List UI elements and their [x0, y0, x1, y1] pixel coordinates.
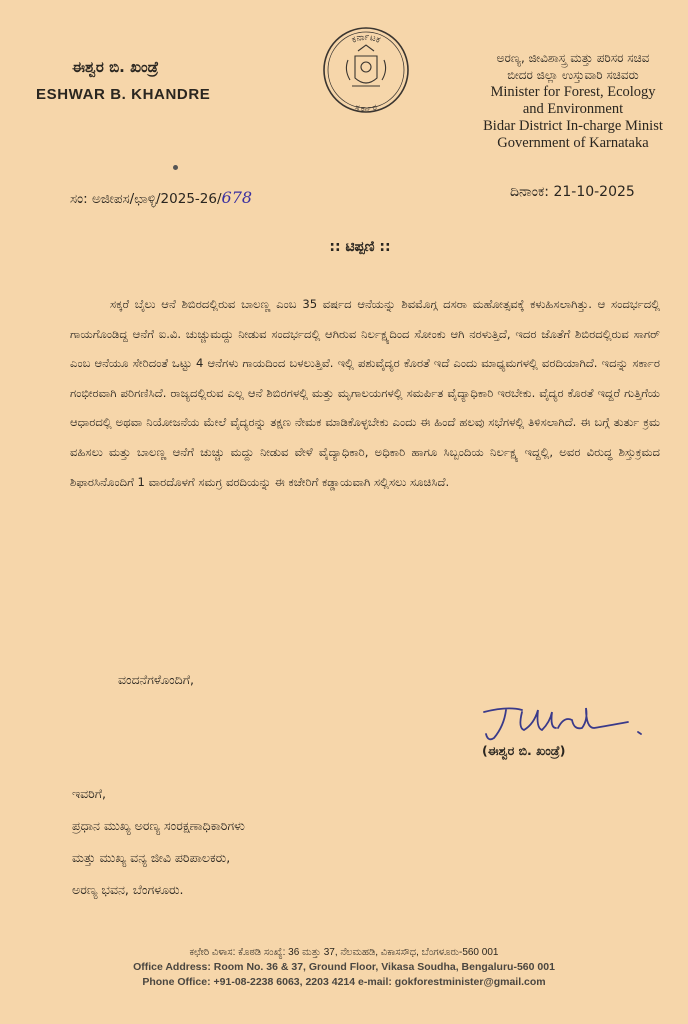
designation-block: [458, 50, 688, 152]
addressee-line-1: ಪ್ರಧಾನ ಮುಖ್ಯ ಅರಣ್ಯ ಸಂರಕ್ಷಣಾಧಿಕಾರಿಗಳು: [72, 818, 245, 833]
addressee-to: ಇವರಿಗೆ,: [72, 786, 106, 801]
addressee-block: [72, 778, 245, 906]
footer: [0, 945, 688, 990]
emblem-text-bottom: ಸರ್ಕಾರ: [354, 102, 378, 114]
reference-label: ಸಂ: ಅಜೀಪಸ/ಛಾಳ್ಳಿ/2025-26/: [70, 191, 222, 207]
date-label: ದಿನಾಂಕ:: [510, 184, 549, 200]
addressee-line-2: ಮತ್ತು ಮುಖ್ಯ ವನ್ಯ ಜೀವಿ ಪರಿಪಾಲಕರು,: [72, 850, 231, 865]
body-paragraph: ಸಕ್ಕರೆ ಬೈಲು ಆನೆ ಶಿಬಿರದಲ್ಲಿರುವ ಬಾಲಣ್ಣ ಎಂಬ 35 ವರ್ಷದ ಆನೆಯನ್ನು ಶಿವಮೊಗ್ಗ ದಸರಾ ಮಹೋತ್ಸವಕ್ಕೆ ಕಳುಹಿಸಲಾಗಿತ್ತು. ಆ ಸಂದರ್ಭದಲ್ಲಿ ಗಾಯಗೊಂಡಿದ್ದ ಆನೆಗೆ ಐ.ವಿ. ಚುಚ್ಚುಮದ್ದು ನೀಡುವ ಸಂದರ್ಭದಲ್ಲಿ ಆಗಿರುವ ನಿರ್ಲಕ್ಷ್ಯದಿಂದ ಸೋಂಕು ಆಗಿ ನರಳುತ್ತಿದೆ, ಇದರ ಜೊತೆಗೆ ಶಿಬಿರದಲ್ಲಿರುವ ಸಾಗರ್ ಎಂಬ ಆನೆಯೂ ಸೇರಿದಂತೆ ಒಟ್ಟು 4 ಆನೆಗಳು ಗಾಯದಿಂದ ಬಳಲುತ್ತಿವೆ. ಇಲ್ಲಿ ಪಶುವೈದ್ಯರ ಕೊರತೆ ಇದೆ ಎಂದು ಮಾಧ್ಯಮಗಳಲ್ಲಿ ವರದಿಯಾಗಿದೆ. ಇದನ್ನು ಸರ್ಕಾರ ಗಂಭೀರವಾಗಿ ಪರಿಗಣಿಸಿದೆ. ರಾಜ್ಯದಲ್ಲಿರುವ ಎಲ್ಲ ಆನೆ ಶಿಬಿರಗಳಲ್ಲಿ ಮತ್ತು ಮೃಗಾಲಯಗಳಲ್ಲಿ ಸಮರ್ಪಿತ ವೈದ್ಯಾಧಿಕಾರಿ ಇರಬೇಕು. ವೈದ್ಯರ ಕೊರತೆ ಇದ್ದರೆ ಗುತ್ತಿಗೆಯ ಆಧಾರದಲ್ಲಿ ಅಥವಾ ನಿಯೋಜನೆಯ ಮೇಲೆ ವೈದ್ಯರನ್ನು ತಕ್ಷಣ ನೇಮಕ ಮಾಡಿಕೊಳ್ಳಬೇಕು ಎಂದು ಈ ಹಿಂದೆ ಹಲವು ಸಭೆಗಳಲ್ಲಿ ತಿಳಿಸಲಾಗಿದೆ. ಈ ಬಗ್ಗೆ ತುರ್ತು ಕ್ರಮ ವಹಿಸಲು ಮತ್ತು ಬಾಲಣ್ಣ ಆನೆಗೆ ಚುಚ್ಚು ಮದ್ದು ನೀಡುವ ವೇಳೆ ವೈದ್ಯಾಧಿಕಾರಿ, ಅಧಿಕಾರಿ ಹಾಗೂ ಸಿಬ್ಬಂದಿಯ ನಿರ್ಲಕ್ಷ್ಯ ಇದ್ದಲ್ಲಿ, ಅವರ ವಿರುದ್ಧ ಶಿಸ್ತುಕ್ರಮದ ಶಿಫಾರಸಿನೊಂದಿಗೆ 1 ವಾರದೊಳಗೆ ಸಮಗ್ರ ವರದಿಯನ್ನು ಈ ಕಚೇರಿಗೆ ಕಡ್ಡಾಯವಾಗಿ ಸಲ್ಲಿಸಲು ಸೂಚಿಸಿದೆ.: [70, 297, 660, 489]
minister-name-english: ESHWAR B. KHANDRE: [36, 86, 211, 103]
footer-phone-email: Phone Office: +91-08-2238 6063, 2203 4214 e-mail: gokforestminister@gmail.com: [142, 976, 546, 988]
reference-number: [70, 188, 252, 207]
document-title: :: ಟಿಪ್ಪಣಿ ::: [329, 239, 391, 255]
date-value: 21-10-2025: [553, 184, 635, 200]
addressee-line-3: ಅರಣ್ಯ ಭವನ, ಬೆಂಗಳೂರು.: [72, 882, 184, 897]
date-line: [510, 184, 635, 200]
ink-dot: [173, 165, 178, 170]
signature: [478, 698, 648, 748]
designation-english-3: Bidar District In-charge Minist: [483, 118, 663, 134]
footer-address-english: Office Address: Room No. 36 & 37, Ground Floor, Vikasa Soudha, Bengaluru-560 001: [133, 961, 555, 973]
reference-handwritten-number: 678: [221, 188, 253, 207]
signatory-name: (ಈಶ್ವರ ಬಿ. ಖಂಡ್ರೆ): [482, 743, 566, 758]
designation-kannada-2: ಬೀದರ ಜಿಲ್ಲಾ ಉಸ್ತುವಾರಿ ಸಚಿವರು: [507, 68, 639, 82]
svg-text:ಕರ್ನಾಟಕ: [350, 33, 381, 46]
closing-salutation: ವಂದನೆಗಳೊಂದಿಗೆ,: [118, 672, 194, 687]
designation-english-1: Minister for Forest, Ecology: [490, 84, 656, 100]
designation-kannada-1: ಅರಣ್ಯ, ಜೀವಿಶಾಸ್ತ್ರ ಮತ್ತು ಪರಿಸರ ಸಚಿವ: [496, 51, 650, 65]
emblem-text-top: ಕರ್ನಾಟಕ: [350, 32, 382, 46]
designation-english-4: Government of Karnataka: [497, 135, 649, 151]
svg-text:ಸರ್ಕಾರ: [354, 102, 377, 113]
designation-english-2: and Environment: [522, 101, 624, 117]
footer-address-kannada: ಕಛೇರಿ ವಿಳಾಸ: ಕೊಠಡಿ ಸಂಖ್ಯೆ: 36 ಮತ್ತು 37, ನೆಲಮಹಡಿ, ವಿಕಾಸಸೌಧ, ಬೆಂಗಳೂರು-560 001: [189, 947, 499, 958]
karnataka-emblem-seal: [322, 26, 410, 114]
minister-name-kannada: ಈಶ್ವರ ಬಿ. ಖಂಡ್ರೆ: [72, 58, 159, 76]
